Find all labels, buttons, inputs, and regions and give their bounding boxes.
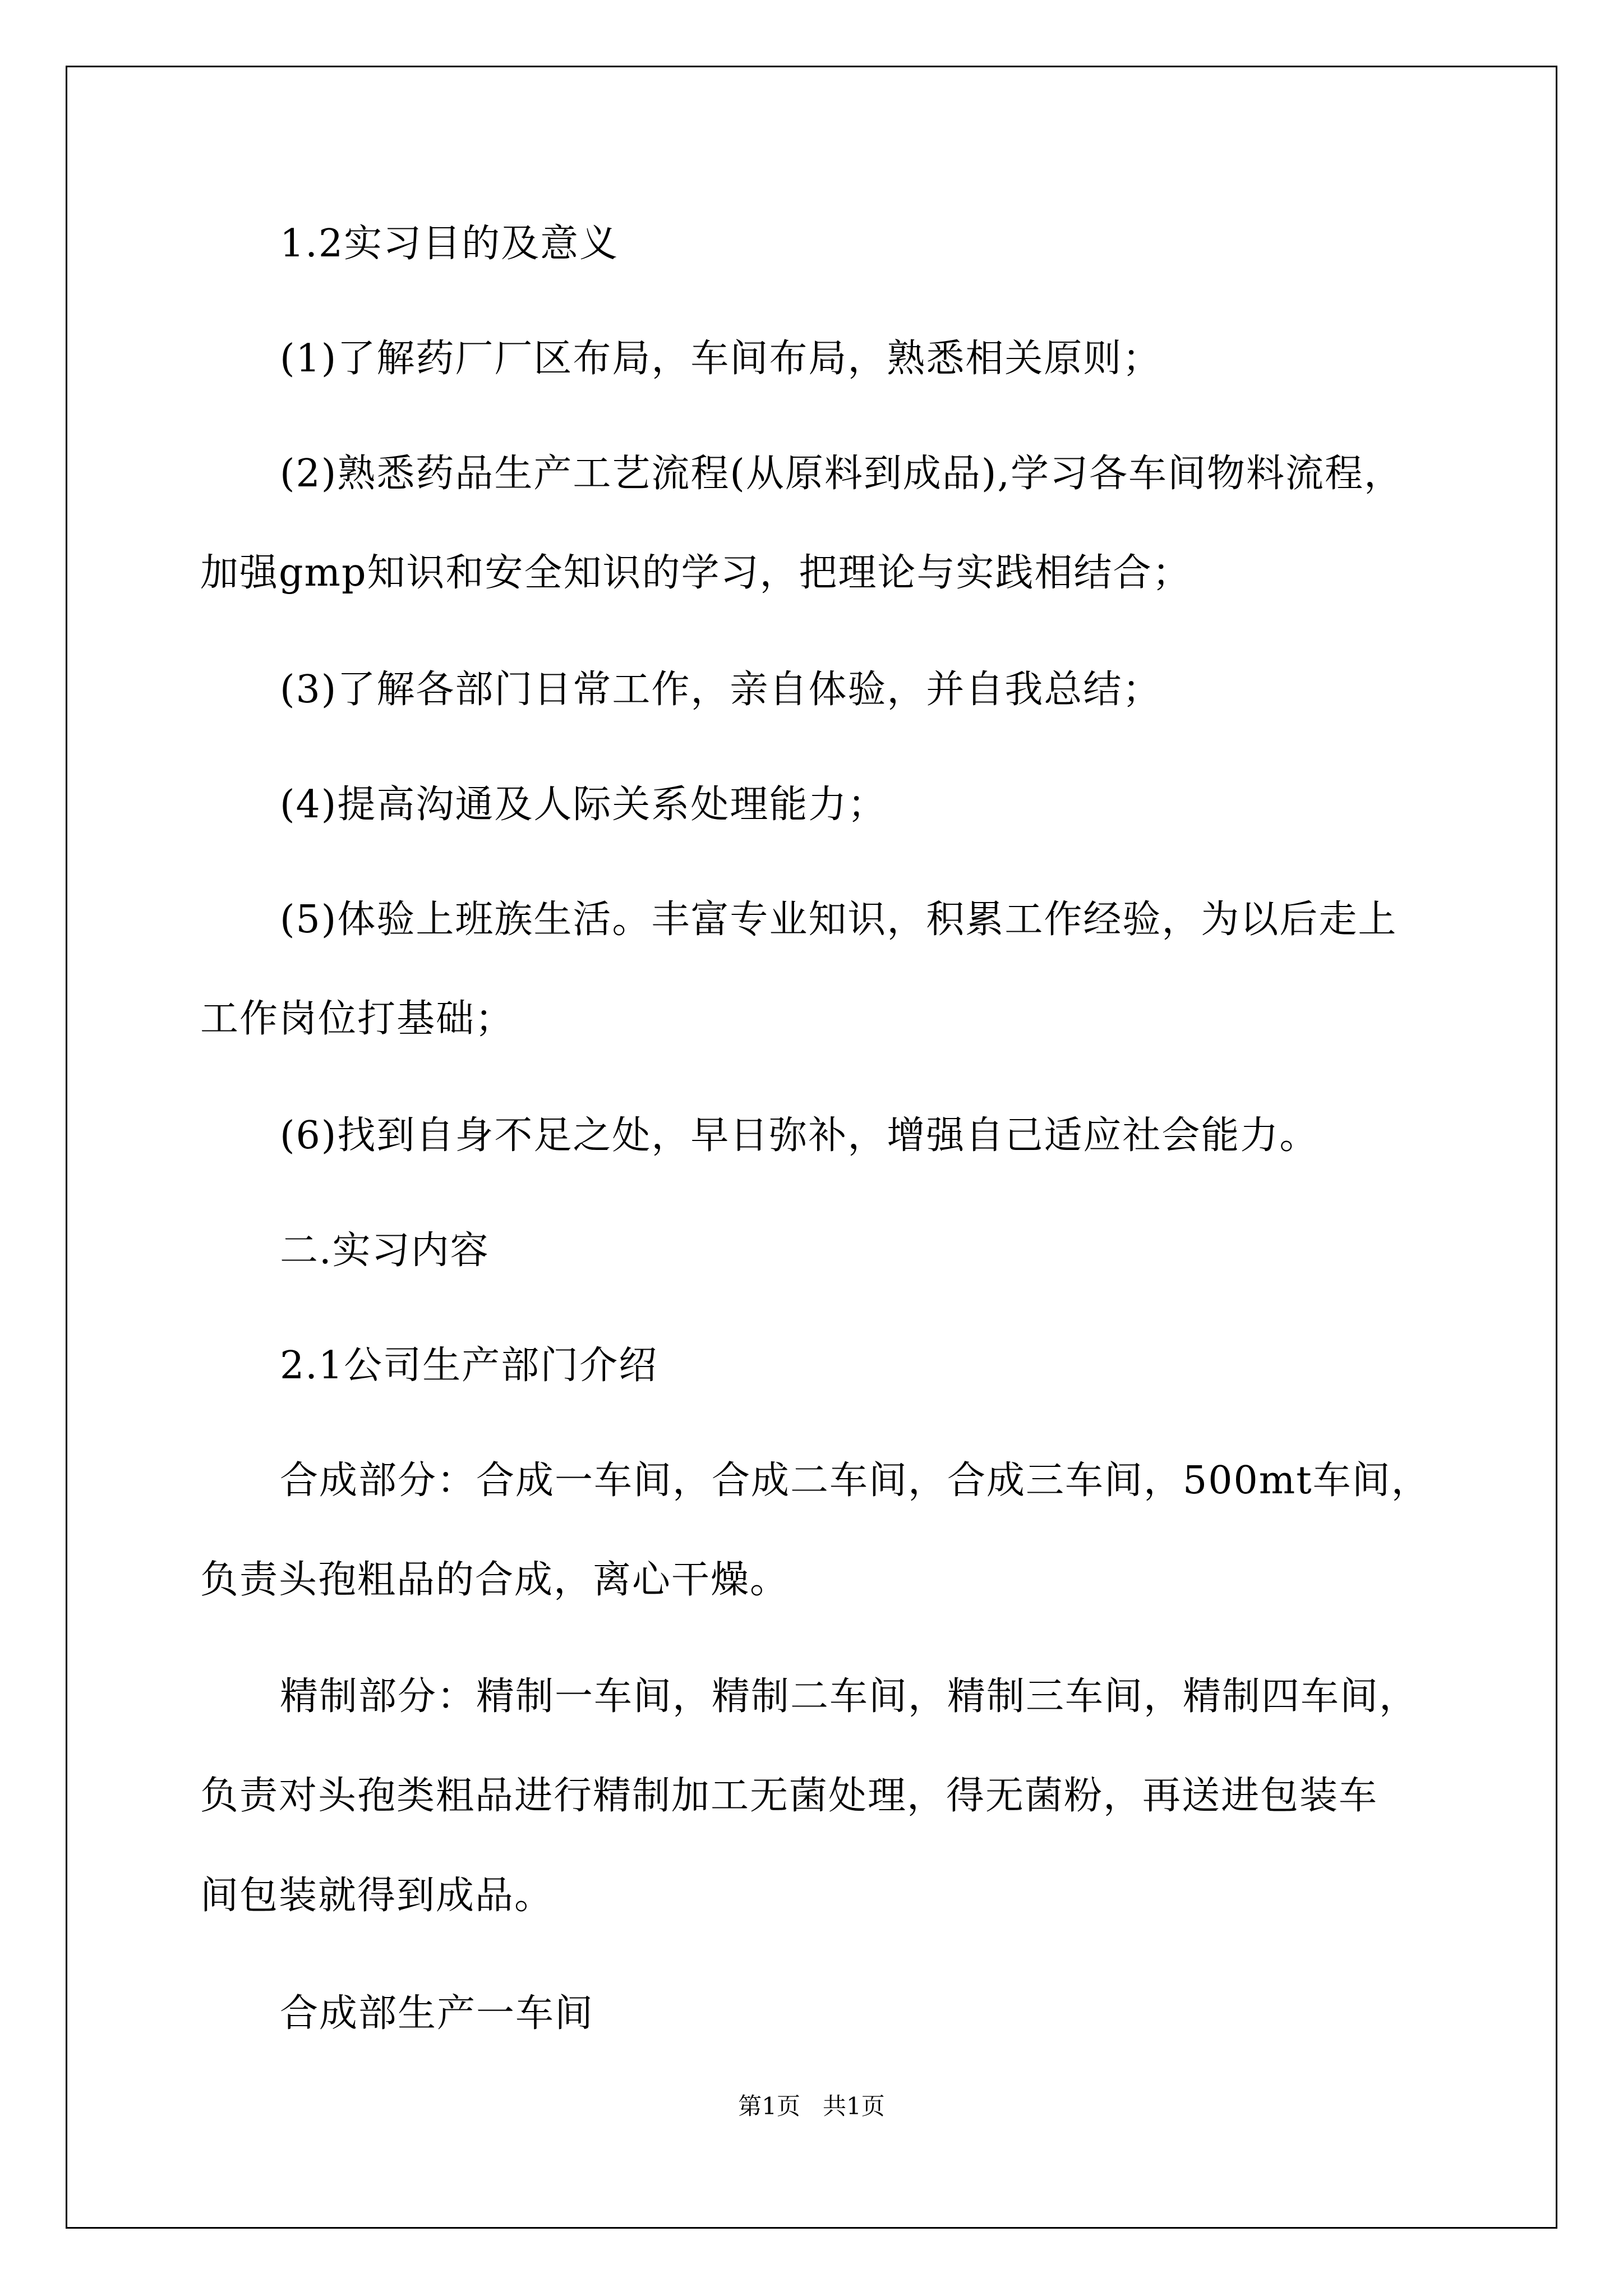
paragraph-line: 间包装就得到成品。	[200, 1874, 554, 1918]
page-footer	[0, 2092, 1623, 2120]
paragraph-line: (4)提高沟通及人际关系处理能力；	[280, 783, 887, 827]
paragraph-line: 负责头孢粗品的合成，离心干燥。	[200, 1558, 790, 1602]
paragraph-line: 合成部生产一车间	[280, 1991, 594, 2036]
paragraph-line: (6)找到自身不足之处，早日弥补，增强自己适应社会能力。	[280, 1114, 1319, 1158]
paragraph-line: 负责对头孢类粗品进行精制加工无菌处理，得无菌粉，再送进包装车	[200, 1774, 1378, 1818]
section-heading-2-1: 2.1公司生产部门介绍	[280, 1343, 658, 1388]
paragraph-line: 合成部分：合成一车间，合成二车间，合成三车间，500mt车间，	[280, 1458, 1431, 1503]
paragraph-line: (3)了解各部门日常工作，亲自体验，并自我总结；	[280, 668, 1162, 712]
paragraph-line: 工作岗位打基础；	[200, 997, 515, 1041]
section-heading-1-2: 1.2实习目的及意义	[280, 222, 619, 266]
paragraph-line: (5)体验上班族生活。丰富专业知识，积累工作经验，为以后走上	[280, 898, 1398, 942]
paragraph-line: (1)了解药厂厂区布局，车间布局，熟悉相关原则；	[280, 337, 1162, 381]
paragraph-line: 精制部分：精制一车间，精制二车间，精制三车间，精制四车间，	[280, 1674, 1419, 1719]
paragraph-line: 加强gmp知识和安全知识的学习，把理论与实践相结合；	[200, 551, 1192, 595]
section-heading-2: 二.实习内容	[280, 1228, 490, 1273]
page-number: 第1页	[738, 2092, 800, 2120]
page-total: 共1页	[823, 2092, 885, 2120]
paragraph-line: (2)熟悉药品生产工艺流程(从原料到成品),学习各车间物料流程，	[280, 452, 1403, 496]
